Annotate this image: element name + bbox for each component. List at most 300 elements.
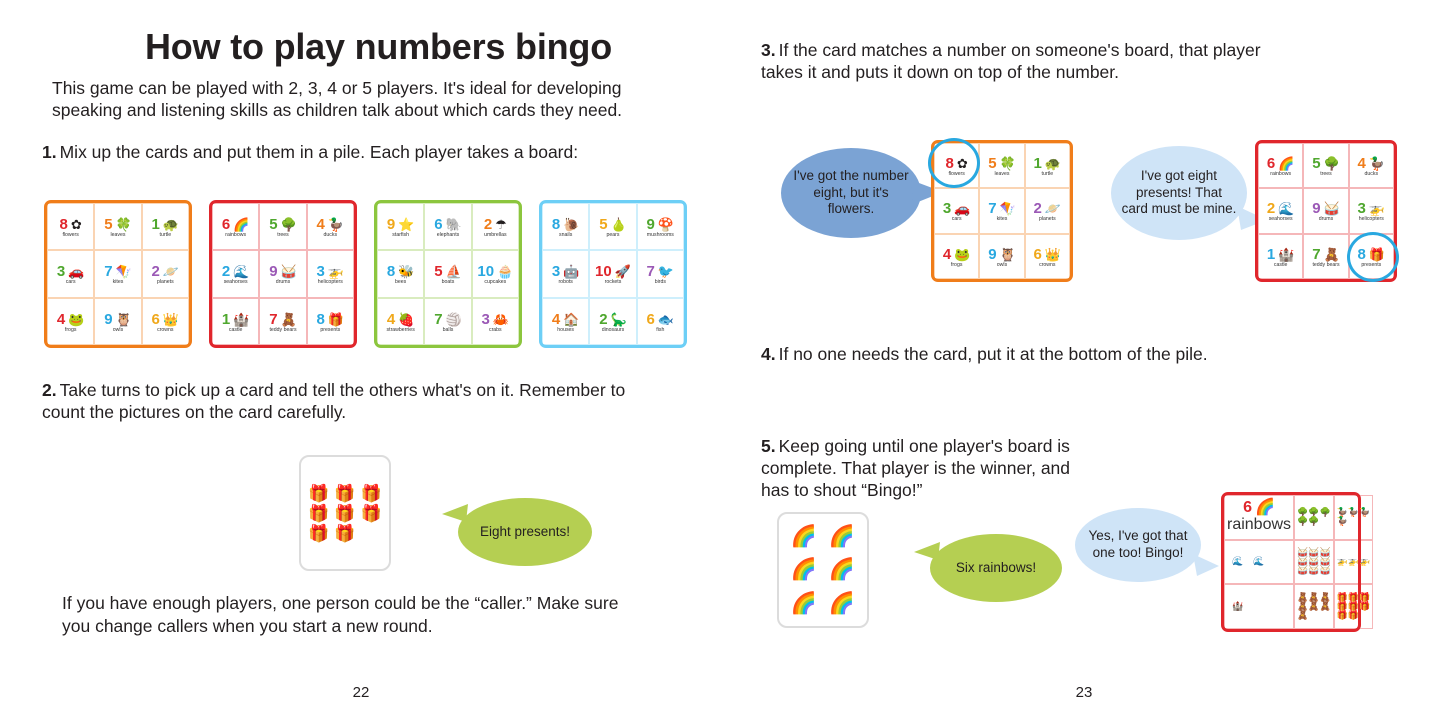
gift-icon: 🎁 bbox=[1359, 601, 1371, 612]
bingo-cell-top bbox=[477, 264, 513, 279]
bingo-cell-rainbows[interactable] bbox=[1258, 143, 1303, 188]
drum-icon: 🥁 bbox=[1319, 547, 1331, 558]
bingo-cell-drums[interactable] bbox=[1303, 188, 1348, 233]
bingo-cell-caption: frogs bbox=[950, 261, 963, 268]
bingo-cell-leaves[interactable] bbox=[94, 203, 141, 250]
step-4-number: 4. bbox=[761, 344, 776, 364]
bingo-cell-number: 1 bbox=[221, 310, 231, 328]
bubble-ive-got-eight-flowers-text: I've got the number eight, but it's flowers. bbox=[793, 167, 909, 217]
bingo-cell-top bbox=[1034, 201, 1062, 216]
seahorse-icon: 🌊 bbox=[1278, 201, 1295, 217]
gift-icon: 🎁 bbox=[1336, 610, 1348, 621]
bingo-cell-snails[interactable] bbox=[542, 203, 589, 250]
winner-cell-castle-icon[interactable] bbox=[1224, 584, 1294, 629]
rocket-icon: 🚀 bbox=[614, 264, 631, 280]
bingo-cell-caption: crowns bbox=[157, 326, 174, 333]
bingo-cell-number: 2 bbox=[483, 215, 493, 233]
crab-icon: 🦀 bbox=[492, 311, 510, 327]
bingo-cell-caption: teddy bears bbox=[1312, 261, 1340, 268]
page-left bbox=[0, 0, 722, 723]
bingo-cell-number: 3 bbox=[942, 200, 952, 218]
bingo-cell-fish[interactable] bbox=[637, 298, 684, 345]
page-number-left: 22 bbox=[352, 684, 370, 701]
bingo-cell-houses[interactable] bbox=[542, 298, 589, 345]
house-icon: 🏠 bbox=[563, 311, 580, 327]
bubble-six-rainbows bbox=[930, 534, 1062, 602]
drum-icon: 🥁 bbox=[1297, 565, 1309, 576]
bingo-cell-crowns[interactable] bbox=[142, 298, 189, 345]
gift-icon: 🎁 bbox=[1347, 601, 1360, 612]
bingo-cell-turtle[interactable] bbox=[142, 203, 189, 250]
bingo-cell-number: 4 bbox=[386, 310, 396, 328]
winner-cell-helicopter-icon[interactable] bbox=[1334, 540, 1374, 585]
bingo-cell-top bbox=[1358, 201, 1386, 216]
bingo-cell-number: 4 bbox=[316, 215, 325, 233]
bingo-cell-top bbox=[1312, 247, 1340, 262]
duck-icon: 🦆 bbox=[1359, 507, 1371, 518]
bingo-cell-number: 3 bbox=[1357, 200, 1366, 218]
bingo-cell-kites[interactable] bbox=[94, 250, 141, 297]
page-number-right: 23 bbox=[1075, 684, 1093, 701]
bingo-cell-caption: leaves bbox=[110, 231, 126, 238]
bubble-tail-icon bbox=[1191, 552, 1221, 578]
duck-icon: 🦆 bbox=[1336, 516, 1348, 527]
rainbow-icon: 🌈 bbox=[1255, 499, 1275, 517]
step-4-text: If no one needs the card, put it at the bottom of the pile. bbox=[778, 344, 1208, 364]
bingo-cell-top bbox=[599, 217, 627, 232]
seahorse-icon: 🌊 bbox=[233, 264, 250, 280]
bingo-board-blue[interactable] bbox=[539, 200, 687, 348]
bingo-cell-number: 7 bbox=[104, 263, 113, 281]
winner-cell-gift-icon[interactable] bbox=[1334, 584, 1374, 629]
bingo-cell-caption: drums bbox=[1318, 216, 1334, 223]
bingo-cell-cupcakes[interactable] bbox=[472, 250, 519, 297]
bingo-cell-teddy bears[interactable] bbox=[1303, 234, 1348, 279]
bingo-cell-frogs[interactable] bbox=[47, 298, 94, 345]
bingo-cell-top bbox=[269, 264, 297, 279]
bingo-cell-crowns[interactable] bbox=[1025, 234, 1070, 279]
bingo-cell-bees[interactable] bbox=[377, 250, 424, 297]
bingo-cell-teddy bears[interactable] bbox=[259, 298, 306, 345]
cupcake-icon: 🧁 bbox=[497, 264, 514, 280]
bingo-cell-caption: crabs bbox=[488, 326, 502, 333]
bingo-cell-top bbox=[1267, 201, 1295, 216]
intro-paragraph: This game can be played with 2, 3, 4 or 5 players. It's ideal for developing speaking and listening skills as children talk about which cards they need. bbox=[52, 78, 623, 120]
bingo-board-orange-step3[interactable] bbox=[931, 140, 1073, 282]
step-2 bbox=[42, 380, 662, 424]
bingo-cell-top bbox=[1034, 156, 1062, 171]
bingo-cell-mushrooms[interactable] bbox=[637, 203, 684, 250]
bingo-cell-top bbox=[1312, 201, 1340, 216]
bingo-cell-leaves[interactable] bbox=[979, 143, 1024, 188]
bingo-cell-top bbox=[152, 264, 180, 279]
drum-icon: 🥁 bbox=[1323, 201, 1340, 217]
winner-cell-duck-icon[interactable] bbox=[1334, 495, 1374, 540]
winner-cell-rainbows[interactable] bbox=[1224, 495, 1294, 540]
bingo-cell-caption: frogs bbox=[64, 326, 77, 333]
bingo-cell-caption: rockets bbox=[604, 279, 622, 286]
ball-icon: 🏐 bbox=[445, 311, 462, 327]
bingo-cell-number: 1 bbox=[1033, 154, 1042, 172]
bingo-board-red-step3[interactable] bbox=[1255, 140, 1397, 282]
owl-icon: 🦉 bbox=[115, 311, 132, 327]
bingo-cell-number: 6 bbox=[646, 310, 655, 328]
step-5-text: Keep going until one player's board is complete. That player is the winner, and has to shout “Bingo!” bbox=[761, 436, 1071, 500]
pear-icon: 🍐 bbox=[610, 216, 627, 232]
bingo-cell-number: 8 bbox=[1357, 245, 1366, 263]
step-3-text: If the card matches a number on someone's board, that player takes it and puts it down on top of the number. bbox=[761, 40, 1261, 82]
bingo-cell-top bbox=[946, 156, 968, 171]
bubble-tail-icon bbox=[914, 540, 942, 562]
fish-icon: 🐟 bbox=[657, 311, 675, 327]
bingo-cell-pears[interactable] bbox=[589, 203, 636, 250]
winner-cell-number: 6 bbox=[1243, 499, 1252, 517]
bingo-cell-caption: helicopters bbox=[1358, 216, 1384, 223]
winner-cell-drum-icon[interactable] bbox=[1294, 540, 1334, 585]
bingo-cell-number: 5 bbox=[434, 263, 443, 281]
umbrella-icon: ☂ bbox=[495, 216, 507, 232]
castle-icon: 🏰 bbox=[233, 311, 250, 327]
bingo-cell-boats[interactable] bbox=[424, 250, 471, 297]
bingo-cell-top bbox=[269, 312, 297, 327]
bingo-cell-top bbox=[988, 156, 1016, 171]
bingo-cell-caption: owls bbox=[996, 261, 1008, 268]
bingo-cell-top bbox=[434, 312, 462, 327]
bingo-cell-rainbows[interactable] bbox=[212, 203, 259, 250]
bingo-cell-ducks[interactable] bbox=[307, 203, 354, 250]
bingo-cell-kites[interactable] bbox=[979, 188, 1024, 233]
bingo-cell-top bbox=[104, 312, 132, 327]
bingo-board-winner[interactable] bbox=[1221, 492, 1371, 632]
bingo-cell-number: 5 bbox=[599, 215, 608, 233]
drum-icon: 🥁 bbox=[280, 264, 297, 280]
bingo-cell-caption: birds bbox=[654, 279, 666, 286]
leaf-icon: 🍀 bbox=[999, 155, 1016, 171]
winner-cell-seahorse-icon[interactable] bbox=[1224, 540, 1294, 585]
bingo-cell-caption: boats bbox=[441, 279, 455, 286]
bingo-cell-caption: presents bbox=[320, 326, 341, 333]
bingo-cell-helicopters[interactable] bbox=[1349, 188, 1394, 233]
bingo-cell-top bbox=[317, 217, 345, 232]
bingo-cell-top bbox=[482, 312, 510, 327]
rainbow-icon: 🌈 bbox=[790, 591, 818, 615]
step-3 bbox=[761, 40, 1291, 84]
helicopter-icon: 🚁 bbox=[1368, 201, 1386, 217]
duck-icon: 🦆 bbox=[1336, 507, 1348, 518]
bingo-cell-caption: planets bbox=[156, 279, 174, 286]
bingo-cell-top bbox=[599, 312, 627, 327]
bingo-cell-number: 1 bbox=[1266, 245, 1276, 263]
bingo-cell-top bbox=[647, 217, 675, 232]
bingo-cell-top bbox=[152, 217, 180, 232]
bingo-cell-caption: kites bbox=[112, 279, 124, 286]
dinosaur-icon: 🦕 bbox=[610, 311, 627, 327]
bingo-cell-top bbox=[269, 217, 297, 232]
bingo-cell-number: 5 bbox=[104, 215, 113, 233]
drum-icon: 🥁 bbox=[1319, 556, 1331, 567]
bingo-cell-top bbox=[1312, 156, 1340, 171]
seahorse-icon: 🌊 bbox=[1253, 556, 1265, 567]
castle-icon: 🏰 bbox=[1232, 601, 1244, 612]
teddy-icon: 🧸 bbox=[1297, 592, 1309, 603]
bingo-cell-number: 9 bbox=[988, 245, 997, 263]
rainbow-icon: 🌈 bbox=[790, 525, 818, 549]
step-1 bbox=[42, 142, 682, 164]
car-icon: 🚗 bbox=[954, 201, 971, 217]
bingo-cell-frogs[interactable] bbox=[934, 234, 979, 279]
bingo-cell-caption: seahorses bbox=[223, 279, 248, 286]
bingo-cell-castle[interactable] bbox=[212, 298, 259, 345]
winner-cell-teddy-icon[interactable] bbox=[1294, 584, 1334, 629]
gift-icon: 🎁 bbox=[1336, 592, 1348, 603]
bingo-cell-top bbox=[434, 264, 462, 279]
kite-icon: 🪁 bbox=[999, 201, 1016, 217]
bingo-cell-caption: strawberries bbox=[386, 326, 415, 333]
drum-icon: 🥁 bbox=[1297, 547, 1309, 558]
frog-icon: 🐸 bbox=[954, 246, 971, 262]
bingo-cell-caption: umbrellas bbox=[484, 231, 507, 238]
drum-icon: 🥁 bbox=[1308, 556, 1320, 567]
bee-icon: 🐝 bbox=[398, 264, 415, 280]
bingo-cell-presents[interactable] bbox=[307, 298, 354, 345]
bingo-cell-top bbox=[988, 201, 1016, 216]
bingo-cell-top bbox=[1034, 247, 1062, 262]
bingo-cell-seahorses[interactable] bbox=[1258, 188, 1303, 233]
bingo-cell-number: 4 bbox=[56, 310, 66, 328]
bingo-cell-number: 6 bbox=[1033, 245, 1042, 263]
bingo-cell-seahorses[interactable] bbox=[212, 250, 259, 297]
step-2-number: 2. bbox=[42, 380, 57, 400]
bingo-cell-crabs[interactable] bbox=[472, 298, 519, 345]
bingo-cell-number: 6 bbox=[434, 215, 443, 233]
drum-icon: 🥁 bbox=[1308, 547, 1320, 558]
mushroom-icon: 🍄 bbox=[657, 216, 675, 232]
bingo-cell-trees[interactable] bbox=[259, 203, 306, 250]
bingo-cell-caption: castle bbox=[228, 326, 243, 333]
crown-icon: 👑 bbox=[1044, 246, 1062, 262]
bingo-cell-number: 4 bbox=[1357, 154, 1366, 172]
gift-icon: 🎁 bbox=[327, 311, 345, 327]
bingo-cell-dinosaurs[interactable] bbox=[589, 298, 636, 345]
bingo-cell-cars[interactable] bbox=[47, 250, 94, 297]
bubble-eight-presents bbox=[458, 498, 592, 566]
bingo-cell-castle[interactable] bbox=[1258, 234, 1303, 279]
bingo-cell-number: 5 bbox=[269, 215, 278, 233]
bingo-cell-flowers[interactable] bbox=[934, 143, 979, 188]
rainbow-icon: 🌈 bbox=[828, 525, 856, 549]
bingo-cell-balls[interactable] bbox=[424, 298, 471, 345]
bingo-cell-caption: drums bbox=[275, 279, 291, 286]
bingo-cell-number: 4 bbox=[942, 245, 952, 263]
planet-icon: 🪐 bbox=[1044, 201, 1062, 217]
bingo-cell-caption: mushrooms bbox=[646, 231, 674, 238]
winner-cell-top bbox=[1243, 500, 1275, 516]
bingo-cell-caption: trees bbox=[277, 231, 289, 238]
step-1-number: 1. bbox=[42, 142, 57, 162]
strawberry-icon: 🍓 bbox=[398, 311, 415, 327]
bingo-cell-elephants[interactable] bbox=[424, 203, 471, 250]
flower-icon: ✿ bbox=[956, 155, 968, 171]
bingo-cell-birds[interactable] bbox=[637, 250, 684, 297]
step-2-text: Take turns to pick up a card and tell the others what's on it. Remember to count the pictures on the card carefully. bbox=[42, 380, 626, 422]
bubble-ive-got-eight-presents bbox=[1111, 146, 1247, 240]
bingo-cell-number: 9 bbox=[386, 215, 396, 233]
gift-icon: 🎁 bbox=[334, 523, 356, 543]
bingo-cell-starfish[interactable] bbox=[377, 203, 424, 250]
bingo-cell-presents[interactable] bbox=[1349, 234, 1394, 279]
bingo-cell-helicopters[interactable] bbox=[307, 250, 354, 297]
bingo-cell-caption: cars bbox=[951, 216, 962, 223]
bingo-cell-top bbox=[152, 312, 180, 327]
bingo-cell-number: 2 bbox=[151, 263, 160, 281]
helicopter-icon: 🚁 bbox=[1336, 556, 1348, 567]
castle-icon: 🏰 bbox=[1278, 246, 1295, 262]
gift-icon: 🎁 bbox=[334, 503, 356, 523]
bingo-cell-number: 6 bbox=[151, 310, 160, 328]
duck-icon: 🦆 bbox=[1368, 155, 1386, 171]
robot-icon: 🤖 bbox=[563, 264, 580, 280]
teddy-icon: 🧸 bbox=[1319, 601, 1331, 612]
bingo-cell-caption: houses bbox=[557, 326, 575, 333]
bingo-cell-top bbox=[552, 217, 580, 232]
gift-icon: 🎁 bbox=[1359, 592, 1371, 603]
bingo-cell-robots[interactable] bbox=[542, 250, 589, 297]
bingo-cell-planets[interactable] bbox=[1025, 188, 1070, 233]
starfish-icon: ⭐ bbox=[398, 216, 415, 232]
bingo-board-green[interactable] bbox=[374, 200, 522, 348]
bingo-cell-top bbox=[222, 264, 250, 279]
bingo-cell-top bbox=[222, 217, 250, 232]
rainbow-icon: 🌈 bbox=[790, 558, 818, 582]
bingo-cell-number: 3 bbox=[481, 310, 490, 328]
bingo-cell-ducks[interactable] bbox=[1349, 143, 1394, 188]
bingo-cell-number: 2 bbox=[1266, 200, 1276, 218]
bubble-yes-bingo bbox=[1075, 508, 1201, 582]
turtle-icon: 🐢 bbox=[162, 216, 180, 232]
bingo-cell-turtle[interactable] bbox=[1025, 143, 1070, 188]
drum-icon: 🥁 bbox=[1297, 556, 1309, 567]
bingo-cell-number: 9 bbox=[646, 215, 655, 233]
bingo-cell-caption: cars bbox=[65, 279, 76, 286]
bingo-cell-number: 9 bbox=[1312, 200, 1321, 218]
tree-icon: 🌳 bbox=[1319, 507, 1331, 518]
bingo-cell-planets[interactable] bbox=[142, 250, 189, 297]
bingo-cell-caption: teddy bears bbox=[269, 326, 297, 333]
teddy-icon: 🧸 bbox=[280, 311, 297, 327]
teddy-icon: 🧸 bbox=[1323, 246, 1340, 262]
bingo-board-red[interactable] bbox=[209, 200, 357, 348]
gift-icon: 🎁 bbox=[1347, 610, 1360, 621]
bingo-cell-flowers[interactable] bbox=[47, 203, 94, 250]
page-title: How to play numbers bingo bbox=[145, 26, 613, 67]
tree-icon: 🌳 bbox=[1323, 155, 1340, 171]
leaf-icon: 🍀 bbox=[115, 216, 132, 232]
bingo-cell-top bbox=[57, 312, 85, 327]
bingo-cell-top bbox=[595, 264, 631, 279]
teddy-icon: 🧸 bbox=[1319, 592, 1331, 603]
bubble-tail-icon bbox=[442, 502, 470, 524]
bingo-cell-number: 2 bbox=[221, 263, 231, 281]
rainbows-card[interactable] bbox=[777, 512, 869, 628]
winner-cell-tree-icon[interactable] bbox=[1294, 495, 1334, 540]
bingo-cell-caption: turtle bbox=[159, 231, 172, 238]
bingo-cell-owls[interactable] bbox=[979, 234, 1024, 279]
duck-icon: 🦆 bbox=[1347, 507, 1360, 518]
owl-icon: 🦉 bbox=[999, 246, 1016, 262]
bingo-cell-cars[interactable] bbox=[934, 188, 979, 233]
bingo-cell-trees[interactable] bbox=[1303, 143, 1348, 188]
bubble-ive-got-eight-flowers bbox=[781, 148, 921, 238]
bingo-cell-top bbox=[317, 264, 345, 279]
bingo-cell-number: 3 bbox=[56, 263, 66, 281]
bingo-cell-number: 2 bbox=[599, 310, 608, 328]
bingo-cell-top bbox=[552, 264, 580, 279]
bingo-cell-top bbox=[647, 312, 675, 327]
bingo-cell-top bbox=[943, 247, 971, 262]
teddy-icon: 🧸 bbox=[1308, 592, 1320, 603]
bingo-cell-top bbox=[317, 312, 345, 327]
teddy-icon: 🧸 bbox=[1297, 601, 1309, 612]
bingo-cell-rockets[interactable] bbox=[589, 250, 636, 297]
bingo-cell-drums[interactable] bbox=[259, 250, 306, 297]
bingo-cell-number: 7 bbox=[269, 310, 278, 328]
bingo-cell-caption: fish bbox=[656, 326, 665, 333]
bingo-cell-top bbox=[1267, 247, 1295, 262]
bingo-cell-top bbox=[988, 247, 1016, 262]
bingo-cell-caption: castle bbox=[1273, 261, 1288, 268]
bingo-cell-top bbox=[60, 217, 82, 232]
helicopter-icon: 🚁 bbox=[1347, 556, 1360, 567]
bingo-board-orange[interactable] bbox=[44, 200, 192, 348]
step-5 bbox=[761, 436, 1071, 502]
bingo-cell-owls[interactable] bbox=[94, 298, 141, 345]
bingo-cell-caption: trees bbox=[1320, 170, 1332, 177]
bingo-cell-number: 6 bbox=[1266, 154, 1276, 172]
bingo-cell-top bbox=[647, 264, 675, 279]
gift-icon: 🎁 bbox=[334, 483, 356, 503]
rainbow-icon: 🌈 bbox=[1278, 155, 1295, 171]
winner-cell-caption: rainbows bbox=[1227, 516, 1292, 534]
bingo-cell-top bbox=[104, 217, 132, 232]
bingo-cell-number: 7 bbox=[646, 263, 655, 281]
bingo-cell-caption: kites bbox=[996, 216, 1008, 223]
bingo-cell-strawberries[interactable] bbox=[377, 298, 424, 345]
bingo-cell-number: 8 bbox=[386, 263, 396, 281]
bingo-cell-caption: ducks bbox=[323, 231, 338, 238]
bingo-cell-caption: presents bbox=[1361, 261, 1382, 268]
presents-card[interactable] bbox=[299, 455, 391, 571]
tree-icon: 🌳 bbox=[1308, 507, 1320, 518]
rainbow-icon: 🌈 bbox=[828, 591, 856, 615]
bingo-cell-umbrellas[interactable] bbox=[472, 203, 519, 250]
boat-icon: ⛵ bbox=[445, 264, 462, 280]
gift-icon: 🎁 bbox=[1336, 601, 1348, 612]
gift-icon: 🎁 bbox=[308, 503, 330, 523]
bingo-cell-caption: flowers bbox=[948, 170, 965, 177]
bingo-cell-top bbox=[1358, 247, 1386, 262]
tree-icon: 🌳 bbox=[1308, 516, 1320, 527]
step-4 bbox=[761, 344, 1361, 366]
bingo-cell-top bbox=[387, 264, 415, 279]
drum-icon: 🥁 bbox=[1319, 565, 1331, 576]
gift-icon: 🎁 bbox=[1347, 592, 1360, 603]
bingo-cell-top bbox=[552, 312, 580, 327]
bingo-cell-top bbox=[484, 217, 507, 232]
bingo-cell-caption: starfish bbox=[392, 231, 410, 238]
bingo-cell-number: 3 bbox=[316, 263, 325, 281]
bingo-cell-number: 10 bbox=[595, 263, 612, 281]
drum-icon: 🥁 bbox=[1308, 565, 1320, 576]
